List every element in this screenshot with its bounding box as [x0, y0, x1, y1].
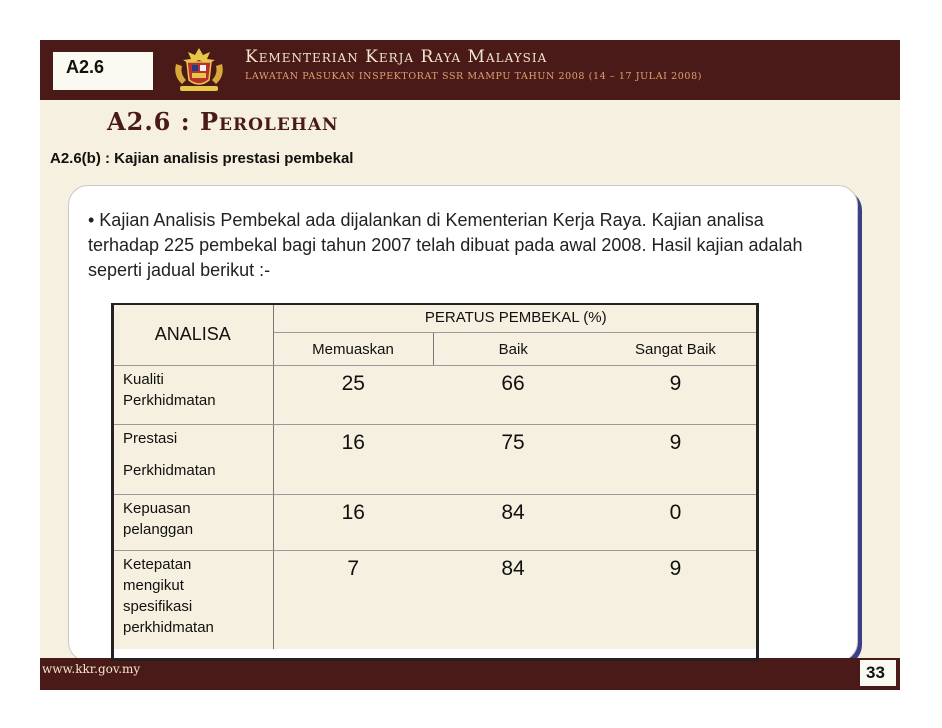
table-row	[113, 425, 758, 495]
row-label	[113, 425, 273, 495]
row-label-line: Perkhidmatan	[123, 392, 216, 409]
slide	[40, 40, 900, 690]
value-baik: 84	[433, 495, 593, 551]
section-code: A2.6	[66, 57, 105, 77]
value-sangat-baik: 9	[593, 366, 758, 425]
coat-of-arms-icon	[170, 46, 228, 94]
row-label	[113, 551, 273, 649]
row-label-line: Kualiti	[123, 371, 164, 388]
header-baik: Baik	[433, 333, 593, 366]
header-bar	[40, 40, 900, 100]
ministry-name: Kementerian Kerja Raya Malaysia	[245, 47, 548, 67]
header-sangat-baik: Sangat Baik	[593, 333, 758, 366]
row-label-line: Kepuasan	[123, 500, 191, 517]
row-label-line: Perkhidmatan	[123, 462, 216, 479]
value-sangat-baik: 9	[593, 425, 758, 495]
supplier-analysis-table	[113, 303, 758, 649]
footer-url[interactable]: www.kkr.gov.my	[42, 662, 141, 676]
value-memuaskan: 25	[273, 366, 433, 425]
value-sangat-baik: 0	[593, 495, 758, 551]
value-baik: 84	[501, 557, 525, 580]
header-peratus-pembekal: PERATUS PEMBEKAL (%)	[273, 303, 758, 333]
bullet-text: • Kajian Analisis Pembekal ada dijalankan di Kementerian Kerja Raya. Kajian analisa terhadap 225 pembekal bagi tahun 2007 telah dibuat pada awal 2008. Hasil kajian adalah seperti jadual berikut :-	[88, 210, 803, 280]
row-label-line: Ketepatan	[123, 556, 192, 573]
value-memuaskan: 16	[273, 425, 433, 495]
row-label-line: Prestasi	[123, 430, 178, 447]
table-row	[113, 551, 758, 649]
row-label-line: spesifikasi	[123, 598, 193, 615]
value-sangat-baik: 9	[669, 557, 682, 580]
header-analisa: ANALISA	[113, 303, 273, 366]
page-number: 33	[866, 663, 885, 682]
table-border-top	[111, 303, 759, 305]
visit-subtitle: LAWATAN PASUKAN INSPEKTORAT SSR MAMPU TAHUN 2008 (14 – 17 JULAI 2008)	[245, 71, 703, 82]
table-border-bottom	[111, 658, 759, 661]
footer-bar	[40, 658, 900, 690]
table-header-row	[113, 303, 758, 333]
section-code-box	[53, 52, 153, 90]
section-title: A2.6 : Perolehan	[107, 107, 339, 136]
row-label-line: mengikut	[123, 577, 184, 594]
table-border-right	[756, 303, 759, 660]
value-baik: 75	[433, 425, 593, 495]
row-label	[113, 495, 273, 551]
row-label-line: perkhidmatan	[123, 619, 214, 636]
table-row	[113, 366, 758, 425]
header-memuaskan: Memuaskan	[273, 333, 433, 366]
row-label	[113, 366, 273, 425]
slide-subtitle: A2.6(b) : Kajian analisis prestasi pembekal	[50, 150, 354, 167]
value-memuaskan: 16	[273, 495, 433, 551]
page-number-box	[860, 660, 896, 686]
table-row	[113, 495, 758, 551]
value-memuaskan: 7	[347, 557, 360, 580]
value-baik: 66	[433, 366, 593, 425]
row-label-line: pelanggan	[123, 521, 194, 538]
table-border-left	[111, 303, 114, 660]
